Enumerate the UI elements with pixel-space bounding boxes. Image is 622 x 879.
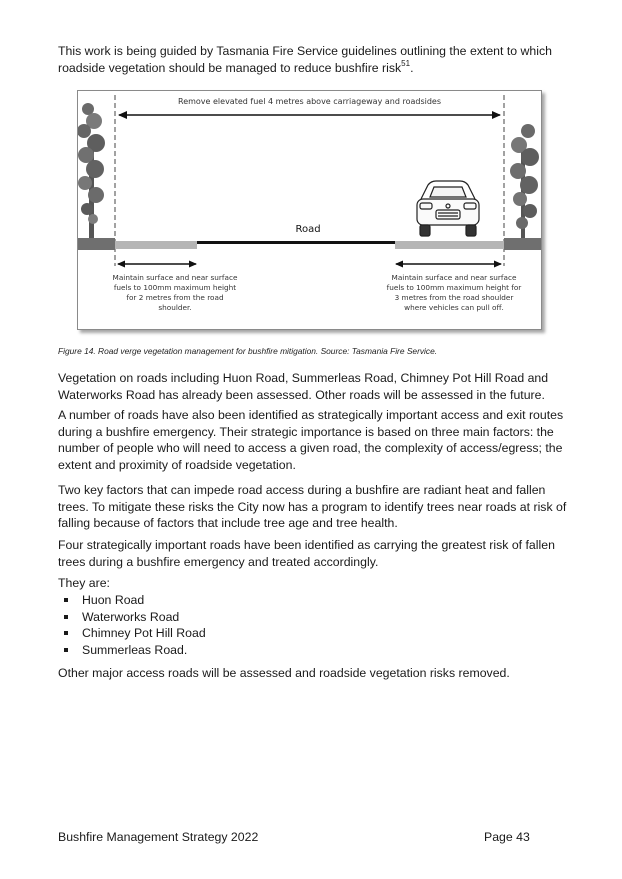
intro-text: This work is being guided by Tasmania Fire Service guidelines outlining the extent to which roadside vegetation should be managed to reduce bushfire risk <box>58 44 552 75</box>
paragraph-closing: Other major access roads will be assessed and roadside vegetation risks removed. <box>58 666 510 680</box>
list-item-label: Waterworks Road <box>82 609 180 624</box>
left-shoulder-arrow <box>117 261 197 268</box>
bullet-icon <box>64 648 68 652</box>
list-item <box>58 592 206 609</box>
figure-caption: Figure 14. Road verge vegetation management for bushfire mitigation. Source: Tasmania Fire Service. <box>58 346 438 356</box>
right-tree-illustration <box>510 124 539 241</box>
footer-title: Bushfire Management Strategy 2022 <box>58 830 259 844</box>
intro-paragraph <box>58 43 570 76</box>
right-shoulder <box>395 241 504 249</box>
list-item <box>58 642 206 659</box>
bullet-icon <box>64 631 68 635</box>
left-ground <box>78 238 115 250</box>
car-icon <box>417 181 479 236</box>
footer-page-number: Page 43 <box>484 830 530 844</box>
bullet-icon <box>64 598 68 602</box>
list-item <box>58 625 206 642</box>
figure-top-label: Remove elevated fuel 4 metres above carriageway and roadsides <box>178 97 441 106</box>
bullet-icon <box>64 615 68 619</box>
figure-road-label: Road <box>295 224 321 235</box>
list-item-label: Summerleas Road. <box>82 642 188 657</box>
left-tree-illustration <box>78 103 105 241</box>
figure-left-note: Maintain surface and near surface fuels to 100mm maximum height for 2 metres from the road shoulder. <box>112 273 238 312</box>
footnote-ref[interactable]: 51 <box>401 58 411 68</box>
road-verge-figure <box>77 90 542 330</box>
paragraph-assessed-roads: Vegetation on roads including Huon Road, Summerleas Road, Chimney Pot Hill Road and Waterworks Road has already been assessed. Other roads will be assessed in the future. <box>58 371 549 402</box>
paragraph-strategic-roads: A number of roads have also been identified as strategically important access and exit routes during a bushfire emergency. Their strategic importance is based on three main factors: the number of people who will need to access a given road, the complexity of access/egress; the extent and proximity of roadside vegetation. <box>58 408 564 472</box>
road-surface <box>197 241 395 244</box>
right-ground <box>504 238 541 250</box>
list-item-label: Chimney Pot Hill Road <box>82 626 206 640</box>
list-item <box>58 609 206 626</box>
paragraph-four-roads: Four strategically important roads have been identified as carrying the greatest risk of fallen trees during a bushfire emergency and treated accordingly. <box>58 538 555 569</box>
roads-list <box>58 592 206 658</box>
paragraph-key-factors: Two key factors that can impede road access during a bushfire are radiant heat and fallen trees. To mitigate these risks the City now has a program to identify trees near roads at risk of falling because of factors that include tree age and tree health. <box>58 483 567 530</box>
intro-suffix: . <box>410 60 414 75</box>
top-width-arrow <box>118 111 501 119</box>
left-shoulder <box>115 241 197 249</box>
right-shoulder-arrow <box>395 261 502 268</box>
paragraph-they-are: They are: <box>58 576 110 590</box>
list-item-label: Huon Road <box>82 593 145 607</box>
figure-right-note: Maintain surface and near surface fuels to 100mm maximum height for 3 metres from the road shoulder where vehicles can pull off. <box>386 273 522 312</box>
